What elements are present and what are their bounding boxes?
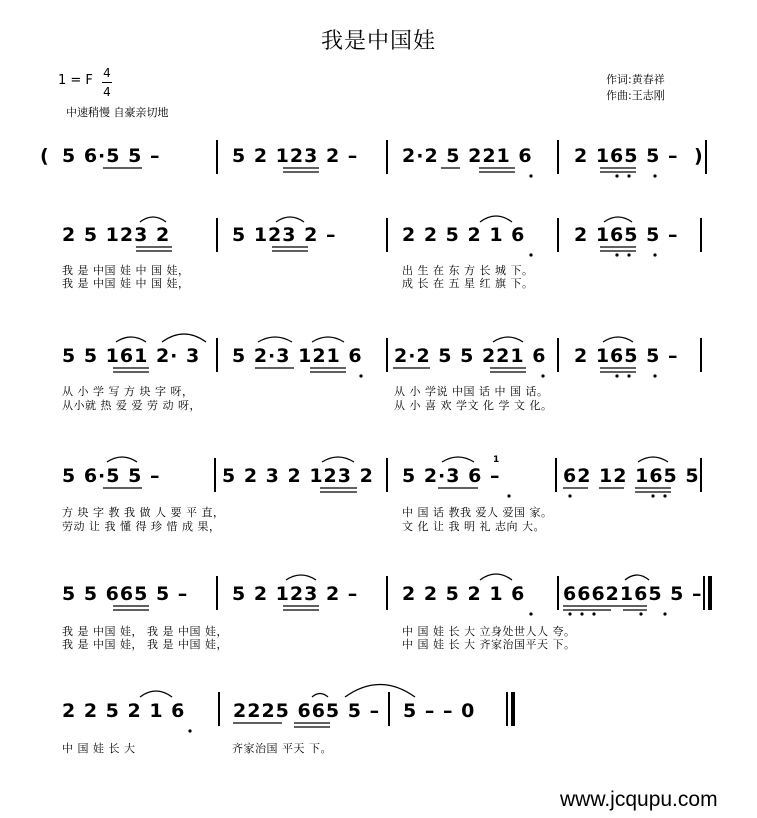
measure: 5 5 665 5 –	[62, 583, 189, 605]
measure: 5 123 2 –	[232, 224, 337, 246]
intro-open-paren: (	[40, 145, 50, 167]
measure: 2 2 5 2 1 6	[402, 583, 526, 605]
measure: 5 2 3 2 123 2	[222, 465, 374, 487]
watermark: www.jcqupu.com	[560, 788, 718, 811]
measure: 2 165 5 –	[574, 145, 679, 167]
measure: 5 2·3 6 –	[402, 465, 501, 487]
measure: 5 5 161 2· 3	[62, 345, 201, 367]
lyric-line: 齐家治国 平天 下。	[232, 742, 332, 755]
lyric-line: 中 国 话 教我 爱人 爱国 家。	[402, 506, 553, 519]
key-signature: 1 = F	[58, 73, 93, 88]
lyric-line: 出 生 在 东 方 长 城 下。	[402, 264, 534, 277]
measure: 62 12 165 5	[563, 465, 700, 487]
measure: 2·2 5 5 221 6	[394, 345, 547, 367]
lyric-line: 劳动 让 我 懂 得 珍 惜 成 果，	[62, 520, 221, 533]
time-signature-bottom: 4	[103, 85, 111, 99]
measure: 5 6·5 5 –	[62, 145, 161, 167]
measure: 5 2·3 121 6	[232, 345, 363, 367]
time-signature-top: 4	[103, 66, 111, 80]
measure: 5 2 123 2 –	[232, 145, 359, 167]
lyric-line: 中 国 娃 长 大	[62, 742, 136, 755]
composer: 作曲:王志刚	[606, 89, 665, 102]
lyric-line: 从 小 学说 中国 话 中 国 话。	[394, 385, 549, 398]
measure: 2225 665 5 –	[233, 700, 381, 722]
lyric-line: 我 是 中国 娃， 我 是 中国 娃，	[62, 625, 228, 638]
measure: 2 2 5 2 1 6	[402, 224, 526, 246]
lyric-line: 中 国 娃 长 大 立身处世人人 夸。	[402, 625, 576, 638]
lyric-line: 方 块 字 教 我 做 人 要 平 直，	[62, 506, 225, 519]
intro-close-paren: )	[694, 145, 704, 167]
measure: 5 – – 0	[403, 700, 476, 722]
page-title: 我是中国娃	[320, 29, 436, 54]
lyric-line: 我 是 中国 娃 中 国 娃，	[62, 277, 190, 290]
lyric-line: 文 化 让 我 明 礼 志向 大。	[402, 520, 545, 533]
grace-note: 1	[493, 455, 500, 465]
measure: 2 165 5 –	[574, 224, 679, 246]
lyric-line: 从小就 热 爱 爱 劳 动 呀，	[62, 399, 201, 412]
lyric-line: 我 是 中国 娃 中 国 娃，	[62, 264, 190, 277]
measure: 2·2 5 221 6	[402, 145, 533, 167]
lyric-line: 中 国 娃 长 大 齐家治国平天 下。	[402, 638, 576, 651]
measure: 2 5 123 2	[62, 224, 171, 246]
measure: 2 165 5 –	[574, 345, 679, 367]
lyric-line: 从 小 学 写 方 块 字 呀，	[62, 385, 194, 398]
measure: 2 2 5 2 1 6	[62, 700, 186, 722]
measure: 5 2 123 2 –	[232, 583, 359, 605]
lyric-line: 我 是 中国 娃， 我 是 中国 娃，	[62, 638, 228, 651]
tempo-marking: 中速稍慢 自豪亲切地	[66, 106, 169, 119]
lyricist: 作词:黄春祥	[606, 73, 665, 86]
lyric-line: 成 长 在 五 星 红 旗 下。	[402, 277, 534, 290]
measure: 5 6·5 5 –	[62, 465, 161, 487]
lyric-line: 从 小 喜 欢 学文 化 学 文 化。	[394, 399, 553, 412]
measure: 6662165 5 –	[563, 583, 703, 605]
